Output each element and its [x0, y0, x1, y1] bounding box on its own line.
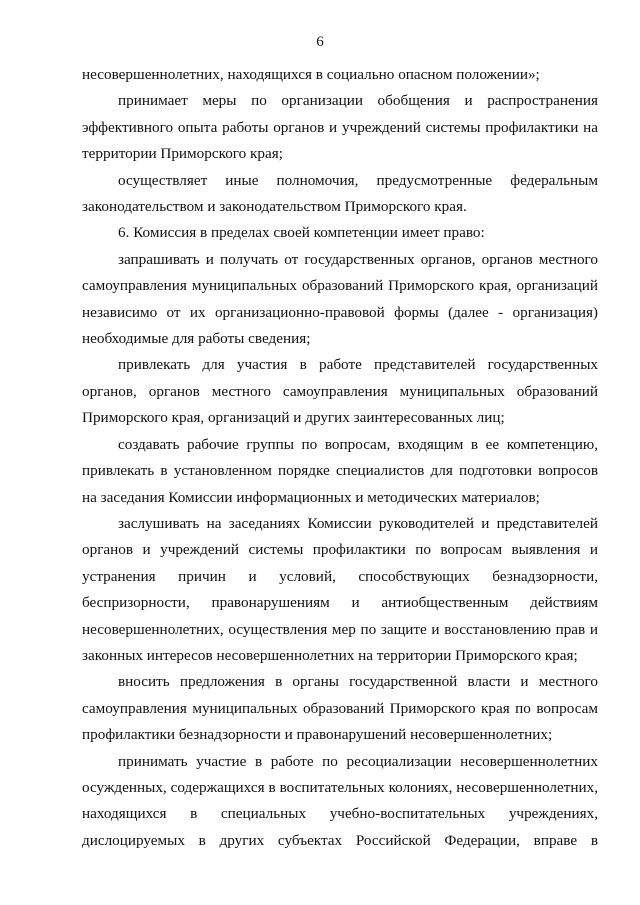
paragraph: принимает меры по организации обобщения и распространения эффективного опыта работы органов и учреждений системы профилактики на территории Приморского края;	[82, 92, 598, 163]
paragraph: вносить предложения в органы государственной власти и местного самоуправления муниципальных образований Приморского края по вопросам профилактики безнадзорности и правонарушений несовершеннолетних;	[82, 673, 598, 744]
paragraph: 6. Комиссия в пределах своей компетенции имеет право:	[118, 224, 485, 242]
paragraph: осуществляет иные полномочия, предусмотренные федеральным законодательством и законодательством Приморского края.	[82, 171, 598, 216]
paragraph: заслушивать на заседаниях Комиссии руководителей и представителей органов и учреждений системы профилактики по вопросам выявления и устранения причин и условий, способствующих безнадзорности, беспризорности, правонарушениям и антиобщественным действиям несовершеннолетних, осуществления мер по защите и восстановлению прав и законных интересов несовершеннолетних на территории Приморского края;	[82, 514, 598, 664]
page-number: 6	[316, 34, 324, 50]
paragraph: принимать участие в работе по ресоциализации несовершеннолетних осужденных, содержащихся в воспитательных колониях, несовершеннолетних, находящихся в специальных учебно-воспитательных учреждениях, дислоцируемых в других субъектах Российской Федерации, вправе в	[82, 752, 598, 849]
paragraph: несовершеннолетних, находящихся в социально опасном положении»;	[82, 66, 540, 83]
paragraph: создавать рабочие группы по вопросам, входящим в ее компетенцию, привлекать в установленном порядке специалистов для подготовки вопросов на заседания Комиссии информационных и методических материалов;	[82, 435, 598, 506]
paragraph: привлекать для участия в работе представителей государственных органов, органов местного самоуправления муниципальных образований Приморского края, организаций и других заинтересованных лиц;	[82, 356, 598, 427]
paragraph: запрашивать и получать от государственных органов, органов местного самоуправления муниципальных образований Приморского края, организаций независимо от их организационно-правовой формы (далее - организация) необходимые для работы сведения;	[82, 250, 598, 348]
document-body	[82, 62, 598, 854]
